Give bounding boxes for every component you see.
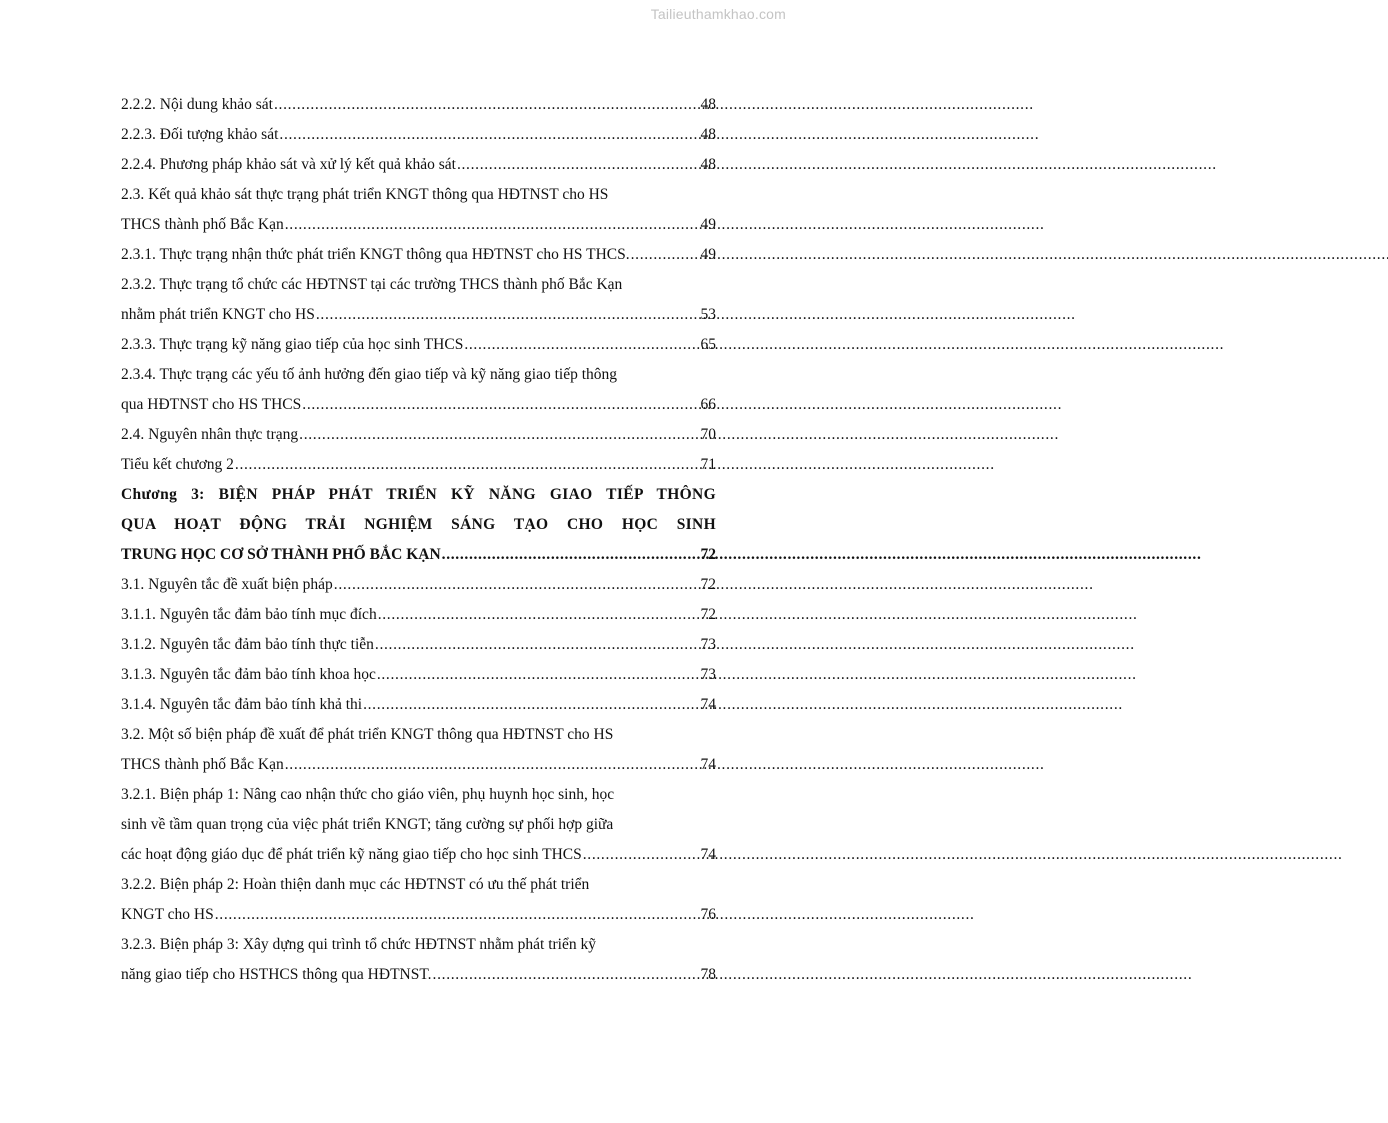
dot-leader (235, 450, 700, 480)
toc-entry-text: 3.1.3. Nguyên tắc đảm bảo tính khoa học (121, 666, 376, 683)
toc-entry[interactable] (121, 420, 716, 450)
toc-entry-text: 3.2.3. Biện pháp 3: Xây dựng qui trình tổ chức HĐTNST nhằm phát triển kỹ (121, 936, 596, 953)
toc-entry-text: THCS thành phố Bắc Kạn (121, 216, 284, 233)
toc-entry-text: KNGT cho HS (121, 906, 214, 923)
toc-entry-line (121, 600, 716, 630)
toc-entry-text: 3.1.2. Nguyên tắc đảm bảo tính thực tiễn (121, 636, 374, 653)
toc-page-number: 76 (700, 906, 716, 923)
toc-entry[interactable] (121, 180, 716, 240)
dot-leader (285, 750, 700, 780)
toc-page-number: 48 (700, 96, 716, 113)
toc-entry-line (121, 840, 716, 870)
toc-entry-text: Chương 3: BIỆN PHÁP PHÁT TRIỂN KỸ NĂNG GIAO TIẾP THÔNG (121, 486, 716, 503)
toc-page-number: 72 (700, 576, 716, 593)
toc-page-number: 70 (700, 426, 716, 443)
toc-entry-text: 2.2.3. Đối tượng khảo sát (121, 126, 279, 143)
toc-page-number: 73 (700, 666, 716, 683)
toc-entry-text: 2.3.3. Thực trạng kỹ năng giao tiếp của học sinh THCS (121, 336, 464, 353)
toc-page-number: 48 (700, 126, 716, 143)
dot-leader (377, 660, 700, 690)
toc-entry-text: 3.1.4. Nguyên tắc đảm bảo tính khả thi (121, 696, 363, 713)
toc-entry-line (121, 420, 716, 450)
dot-leader (378, 600, 700, 630)
toc-entry-line (121, 450, 716, 480)
toc-page-number: 49 (700, 246, 716, 263)
toc-chapter-entry[interactable] (121, 480, 716, 570)
toc-entry-line (121, 90, 716, 120)
toc-entry[interactable] (121, 270, 716, 330)
toc-entry-text: QUA HOẠT ĐỘNG TRẢI NGHIỆM SÁNG TẠO CHO HỌC SINH (121, 516, 716, 533)
toc-entry-text: THCS thành phố Bắc Kạn (121, 756, 284, 773)
toc-entry-text: 2.2.4. Phương pháp khảo sát và xử lý kết quả khảo sát (121, 156, 456, 173)
toc-page-number: 72 (700, 606, 716, 623)
dot-leader (316, 300, 700, 330)
dot-leader (464, 330, 699, 360)
toc-entry-text: 2.3.2. Thực trạng tổ chức các HĐTNST tại các trường THCS thành phố Bắc Kạn (121, 276, 623, 293)
watermark: Tailieuthamkhao.com (650, 6, 786, 22)
toc-page-number: 74 (700, 696, 716, 713)
toc-entry-text: 2.2.2. Nội dung khảo sát (121, 96, 273, 113)
dot-leader (631, 240, 700, 270)
toc-entry-text: sinh về tầm quan trọng của việc phát triển KNGT; tăng cường sự phối hợp giữa (121, 816, 614, 833)
toc-entry[interactable] (121, 90, 716, 120)
toc-entry-text: 2.3.4. Thực trạng các yếu tố ảnh hưởng đến giao tiếp và kỹ năng giao tiếp thông (121, 366, 618, 383)
dot-leader (302, 390, 699, 420)
dot-leader (215, 900, 700, 930)
toc-entry-text: 3.2. Một số biện pháp đề xuất để phát triển KNGT thông qua HĐTNST cho HS (121, 726, 614, 743)
toc-entry-line (121, 300, 716, 330)
toc-entry-line (121, 240, 716, 270)
toc-entry-text: 2.3. Kết quả khảo sát thực trạng phát triển KNGT thông qua HĐTNST cho HS (121, 186, 609, 203)
toc-entry[interactable] (121, 930, 716, 990)
toc-entry[interactable] (121, 660, 716, 690)
dot-leader (583, 840, 700, 870)
dot-leader (375, 630, 700, 660)
toc-entry[interactable] (121, 630, 716, 660)
toc-page-number: 49 (700, 216, 716, 233)
toc-entry[interactable] (121, 570, 716, 600)
toc-entry-line (121, 690, 716, 720)
toc-entry[interactable] (121, 870, 716, 930)
toc-entry-text: TRUNG HỌC CƠ SỞ THÀNH PHỐ BẮC KẠN (121, 546, 441, 563)
dot-leader (442, 540, 700, 570)
dot-leader (457, 150, 700, 180)
toc-page-number: 66 (700, 396, 716, 413)
toc-entry-line (121, 570, 716, 600)
toc-entry-line (121, 390, 716, 420)
toc-entry-line (121, 900, 716, 930)
dot-leader (433, 960, 700, 990)
toc-entry[interactable] (121, 150, 716, 180)
toc-entry-line (121, 630, 716, 660)
toc-page-number: 78 (700, 966, 716, 983)
toc-entry-text: Tiểu kết chương 2 (121, 456, 234, 473)
toc-entry[interactable] (121, 600, 716, 630)
toc-entry-text: 3.2.1. Biện pháp 1: Nâng cao nhận thức cho giáo viên, phụ huynh học sinh, học (121, 786, 615, 803)
toc-page-number: 73 (700, 636, 716, 653)
toc-entry-text: 3.2.2. Biện pháp 2: Hoàn thiện danh mục các HĐTNST có ưu thế phát triển (121, 876, 590, 893)
toc-page-number: 48 (700, 156, 716, 173)
toc-page-number: 71 (700, 456, 716, 473)
toc-entry[interactable] (121, 450, 716, 480)
dot-leader (299, 420, 699, 450)
toc-entry[interactable] (121, 120, 716, 150)
table-of-contents (121, 90, 716, 990)
toc-entry[interactable] (121, 240, 716, 270)
toc-page-number: 72 (700, 546, 716, 563)
toc-entry-line (121, 660, 716, 690)
toc-entry[interactable] (121, 690, 716, 720)
toc-entry-line (121, 540, 716, 570)
toc-entry[interactable] (121, 360, 716, 420)
toc-page-number: 74 (700, 846, 716, 863)
toc-page-number: 74 (700, 756, 716, 773)
toc-entry-line (121, 750, 716, 780)
toc-entry-line (121, 960, 716, 990)
toc-entry-text: qua HĐTNST cho HS THCS (121, 396, 302, 413)
dot-leader (363, 690, 699, 720)
dot-leader (279, 120, 699, 150)
toc-entry-text: 2.3.1. Thực trạng nhận thức phát triển KNGT thông qua HĐTNST cho HS THCS. (121, 246, 630, 263)
toc-page-number: 53 (700, 306, 716, 323)
dot-leader (334, 570, 700, 600)
toc-entry[interactable] (121, 330, 716, 360)
toc-entry-line (121, 120, 716, 150)
toc-entry[interactable] (121, 720, 716, 780)
toc-entry[interactable] (121, 780, 716, 870)
toc-entry-text: 3.1. Nguyên tắc đề xuất biện pháp (121, 576, 333, 593)
dot-leader (285, 210, 700, 240)
toc-entry-text: nhằm phát triển KNGT cho HS (121, 306, 315, 323)
toc-entry-line (121, 210, 716, 240)
toc-entry-text: 2.4. Nguyên nhân thực trạng (121, 426, 299, 443)
toc-entry-text: năng giao tiếp cho HSTHCS thông qua HĐTNST. (121, 966, 432, 983)
toc-entry-text: 3.1.1. Nguyên tắc đảm bảo tính mục đích (121, 606, 377, 623)
toc-page-number: 65 (700, 336, 716, 353)
toc-entry-line (121, 150, 716, 180)
toc-entry-line (121, 330, 716, 360)
toc-entry-text: các hoạt động giáo dục để phát triển kỹ năng giao tiếp cho học sinh THCS (121, 846, 582, 863)
dot-leader (274, 90, 700, 120)
